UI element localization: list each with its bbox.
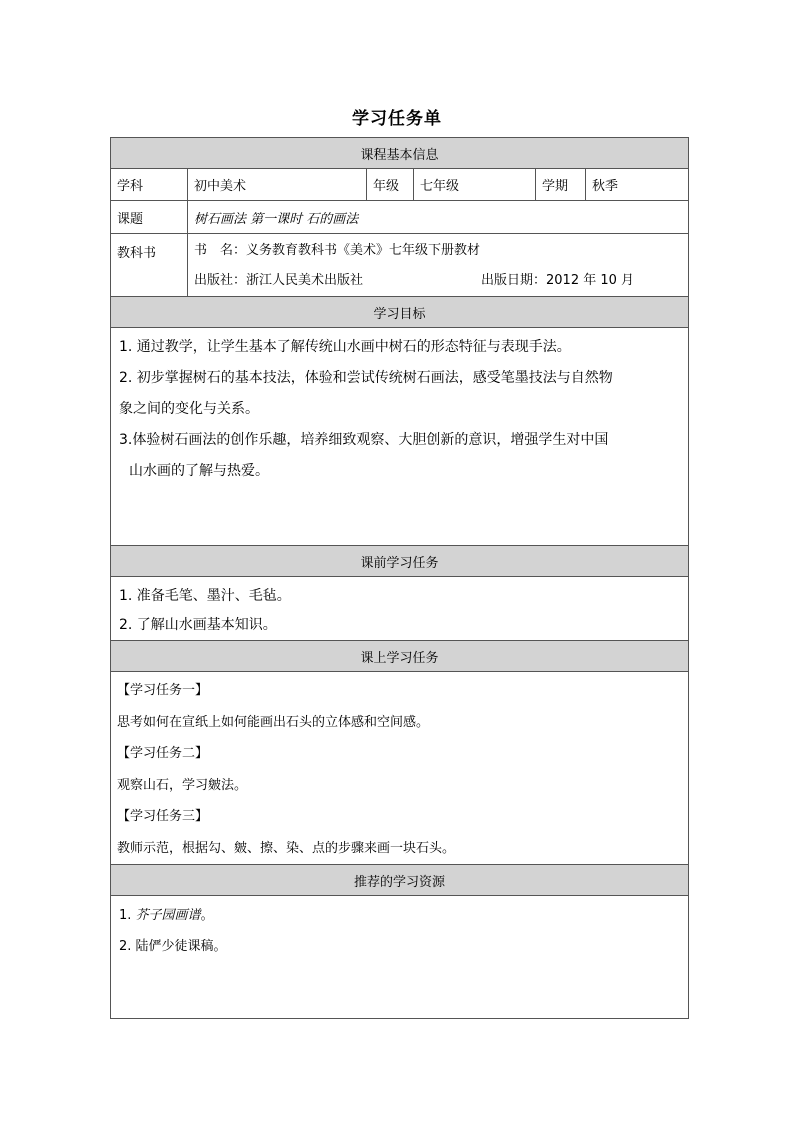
resource-1-number: 1. xyxy=(119,908,136,923)
subject-value: 初中美术 xyxy=(188,169,367,201)
subject-label: 学科 xyxy=(111,169,188,201)
task-3-desc: 教师示范，根据勾、皴、擦、染、点的步骤来画一块石头。 xyxy=(117,840,456,856)
publish-date: 出版日期：2012 年 10 月 xyxy=(481,273,635,288)
goal-1: 1. 通过教学，让学生基本了解传统山水画中树石的形态特征与表现手法。 xyxy=(119,339,571,355)
resource-2: 2. 陆俨少徒课稿。 xyxy=(119,939,227,954)
pre-tasks-content xyxy=(111,577,689,641)
resource-1 xyxy=(119,900,680,931)
textbook-info xyxy=(188,234,689,297)
publisher: 出版社：浙江人民美术出版社 xyxy=(194,273,364,288)
term-value: 秋季 xyxy=(586,169,689,201)
topic-label: 课题 xyxy=(111,201,188,234)
publisher-row xyxy=(194,266,682,296)
task-2-desc: 观察山石，学习皴法。 xyxy=(117,777,248,793)
goal-2-line-1: 2. 初步掌握树石的基本技法，体验和尝试传统树石画法，感受笔墨技法与自然物 xyxy=(119,370,613,386)
pre-task-1: 1. 准备毛笔、墨汁、毛毡。 xyxy=(119,588,291,604)
topic-value: 树石画法 第一课时 石的画法 xyxy=(188,201,689,234)
task-3-heading: 【学习任务三】 xyxy=(117,809,209,824)
resource-1-end: 。 xyxy=(200,908,214,923)
section-header-resources: 推荐的学习资源 xyxy=(111,865,689,896)
textbook-label: 教科书 xyxy=(111,234,188,297)
section-header-basic-info: 课程基本信息 xyxy=(111,138,689,169)
grade-label: 年级 xyxy=(367,169,414,201)
task-sheet-table xyxy=(110,137,689,1019)
section-header-in-class-tasks: 课上学习任务 xyxy=(111,641,689,672)
task-1-desc: 思考如何在宣纸上如何能画出石头的立体感和空间感。 xyxy=(117,714,430,730)
resource-1-title: 芥子园画谱 xyxy=(135,908,201,923)
pre-task-2: 2. 了解山水画基本知识。 xyxy=(119,617,277,633)
term-label: 学期 xyxy=(536,169,586,201)
task-2-heading: 【学习任务二】 xyxy=(117,746,209,761)
in-class-tasks-content xyxy=(111,672,689,865)
section-header-pre-tasks: 课前学习任务 xyxy=(111,546,689,577)
resources-content xyxy=(111,896,689,1019)
section-header-goals: 学习目标 xyxy=(111,297,689,328)
page-title: 学习任务单 xyxy=(352,109,442,129)
goal-3-line-1: 3.体验树石画法的创作乐趣，培养细致观察、大胆创新的意识，增强学生对中国 xyxy=(119,432,609,448)
goals-content xyxy=(111,328,689,546)
goal-3-line-2: 山水画的了解与热爱。 xyxy=(129,463,269,479)
grade-value: 七年级 xyxy=(414,169,536,201)
goal-2-line-2: 象之间的变化与关系。 xyxy=(119,401,259,417)
book-name: 书 名：义务教育教科书《美术》七年级下册教材 xyxy=(194,243,481,258)
task-1-heading: 【学习任务一】 xyxy=(117,683,209,698)
